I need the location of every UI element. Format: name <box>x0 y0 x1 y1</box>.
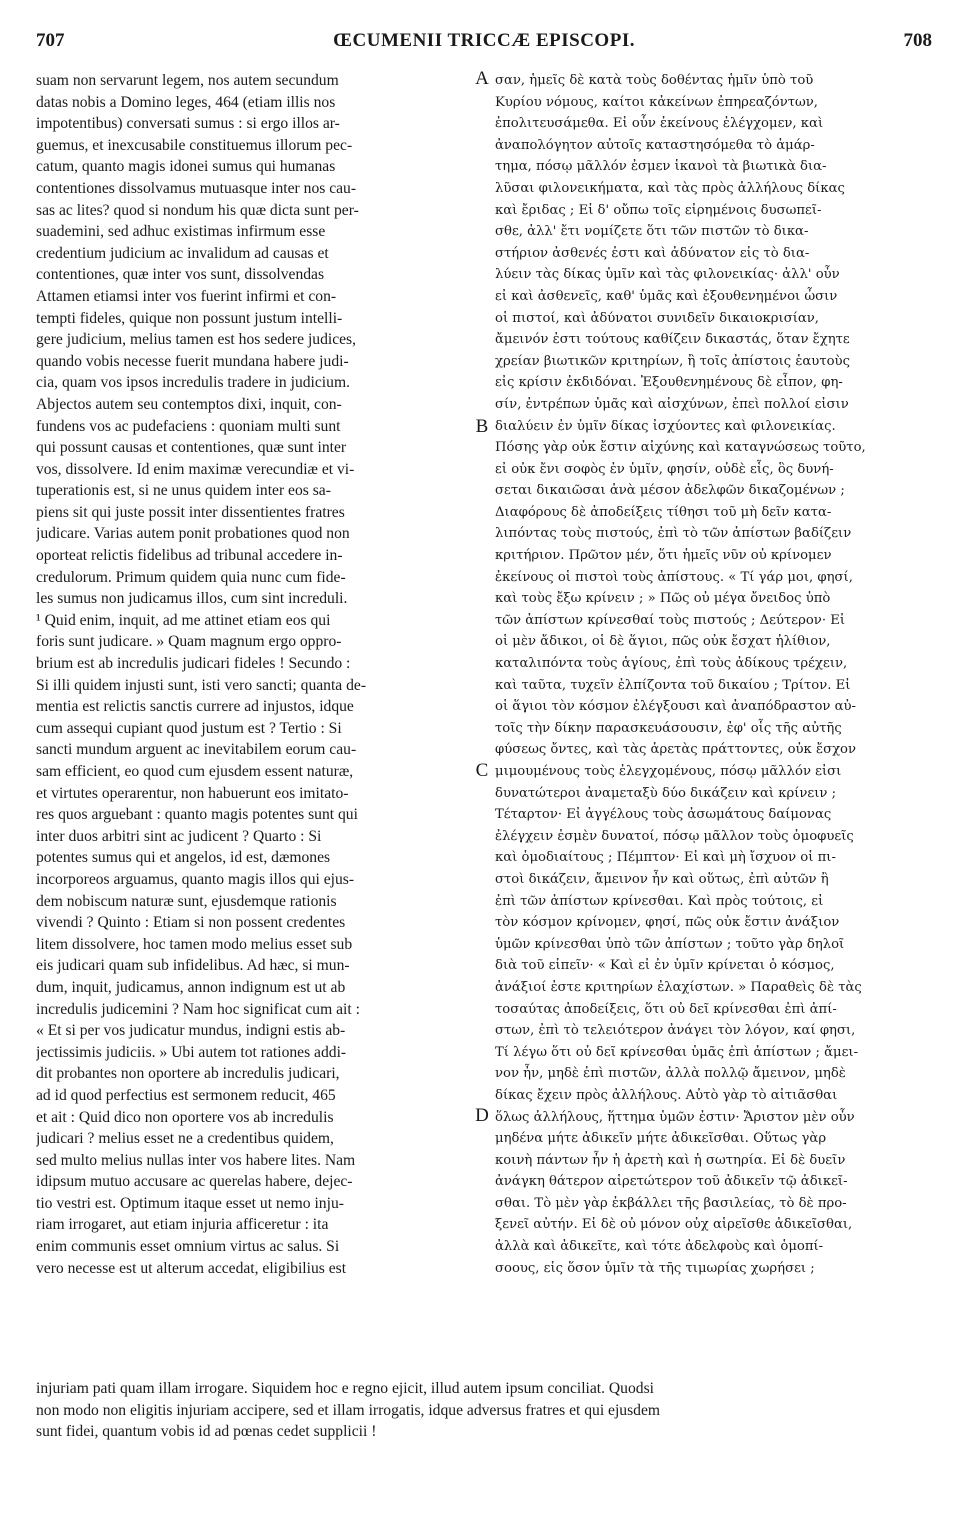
latin-text-line: enim communis esset omnium virtus ac salus. Si <box>36 1238 340 1256</box>
greek-text-line: Πόσης γὰρ οὐκ ἔστιν αἰχύνης καὶ καταγνώσεως τοῦτο, <box>495 440 866 456</box>
latin-text-line: judicari ? melius esset ne a credentibus quidem, <box>36 1130 334 1148</box>
latin-text-line: Si illi quidem injusti sunt, isti vero sancti; quanta de- <box>36 676 367 694</box>
greek-text-line: τῶν ἀπίστων κρίνεσθαί τοὺς πιστούς ; Δεύτερον· Εἰ <box>495 612 846 628</box>
latin-text-line: contentiones, quæ inter vos sunt, dissolvendas <box>36 266 325 284</box>
greek-text-line: ἀλλὰ καὶ ἀδικεῖτε, καὶ τότε ἀδελφοὺς καὶ ὁμοπί- <box>495 1239 824 1255</box>
latin-text-line: vero necesse est ut alterum accedat, eligibilius est <box>36 1259 347 1277</box>
greek-text-line: τοῖς τὴν δίκην παρασκευάσουσιν, ἐφ' οἷς τῆς αὐτῆς <box>495 720 842 736</box>
greek-text-line: Διαφόρους δὲ ἀποδείξεις τίθησι τοῦ μὴ δεῖν κατα- <box>495 504 832 520</box>
latin-text-line: incredulis judicemini ? Nam hoc significat cum ait : <box>36 1000 360 1018</box>
greek-text-line: διὰ τοῦ εἰπεῖν· « Καὶ εἰ ἐν ὑμῖν κρίνεται ὁ κόσμος, <box>495 958 835 974</box>
latin-text-line: les sumus non judicamus illos, cum sint increduli. <box>36 590 348 608</box>
greek-text-line: εἰς κρίσιν ἐκδιδόναι. Ἐξουθενημένους δὲ εἶπον, φη- <box>495 375 843 391</box>
greek-text-line: στοὶ δικάζειν, ἄμεινον ἦν καὶ οὕτως, ἐπὶ αὐτῶν ἢ <box>495 871 829 887</box>
greek-text-line: ὅλως ἀλλήλους, ἥττημα ὑμῶν ἐστιν· Ἄριστον μὲν οὖν <box>495 1109 855 1125</box>
latin-text-line: et virtutes operarentur, non habuerunt eos imitato- <box>36 784 349 802</box>
full-width-paragraph <box>36 1378 932 1443</box>
latin-text-line: « Et si per vos judicatur mundus, indigni estis ab- <box>36 1022 346 1040</box>
greek-text-line: ἐπολιτευσάμεθα. Εἰ οὖν ἐκείνους ἐλέγχομεν, καὶ <box>495 116 824 132</box>
latin-text-line: res quos arguebant : quanto magis potentes sunt qui <box>36 806 358 824</box>
latin-text-line: dum, inquit, judicamus, annon indignum est ut ab <box>36 978 346 996</box>
latin-text-line: Abjectos autem seu contemptos dixi, inquit, con- <box>36 395 342 413</box>
latin-text-line: oporteat relictis fidelibus ad tribunal accedere in- <box>36 547 343 565</box>
latin-text-line: mentia est relictis sanctis currere ad injustos, idque <box>36 698 354 716</box>
latin-text-line: sed multo melius nullas inter vos habere lites. Nam <box>36 1151 356 1169</box>
greek-text-line: ἐκείνους οἱ πιστοὶ τοὺς ἀπίστους. « Τί γάρ μοι, φησί, <box>495 569 853 585</box>
latin-text-line: sancti mundum arguent ac inevitabilem eorum cau- <box>36 741 357 759</box>
greek-text-line: τὸν κόσμον κρίνομεν, φησί, πῶς οὐκ ἔστιν ἀνάξιον <box>495 915 840 931</box>
latin-text-line: incorporeos arguamus, quanto magis illos qui ejus- <box>36 870 355 888</box>
greek-text-line: λῦσαι φιλονεικήματα, καὶ τὰς πρὸς ἀλλήλους δίκας <box>495 180 845 196</box>
latin-text-line: tuperationis est, si ne unus quidem inter eos sa- <box>36 482 331 500</box>
latin-text-line: sas ac lites? quod si nondum his quæ dicta sunt per- <box>36 201 359 219</box>
page-number-right: 708 <box>903 30 932 51</box>
latin-text-line: guemus, et inexcusabile constituemus illorum pec- <box>36 136 353 154</box>
latin-text-line: cum assequi cupiant quod justum est ? Tertio : Si <box>36 719 342 737</box>
greek-text-line: τημα, πόσῳ μᾶλλόν ἐσμεν ἱκανοὶ τὰ βιωτικὰ δια- <box>495 159 827 175</box>
greek-text-line: Κυρίου νόμους, καίτοι κἀκείνων ἐπηρεαζόντων, <box>495 94 818 110</box>
greek-text-line: Τί λέγω ὅτι οὐ δεῖ κρίνεσθαι ὑμᾶς ἐπὶ ἀπίστων ; ἄμει- <box>495 1044 859 1060</box>
latin-text-line: potentes sumus qui et angelos, id est, dæmones <box>36 849 331 867</box>
greek-text-line: οἱ ἅγιοι τὸν κόσμον ἐλέγξουσι καὶ ἀναπόδραστον αὐ- <box>495 699 857 715</box>
greek-text-line: σαν, ἡμεῖς δὲ κατὰ τοὺς δοθέντας ἡμῖν ὑπὸ τοῦ <box>495 73 814 88</box>
latin-text-line: tempti fideles, quique non possunt justum intelli- <box>36 309 343 327</box>
running-title: ŒCUMENII TRICCÆ EPISCOPI. <box>333 30 635 51</box>
latin-text-line: eis judicari quam sub infidelibus. Ad hæc, si mun- <box>36 957 350 975</box>
greek-text-line: σοους, εἰς ὅσον ὑμῖν τὰ τῆς τιμωρίας χωρήσει ; <box>495 1260 815 1276</box>
latin-text-line: litem dissolvere, hoc tamen modo melius esset sub <box>36 935 353 953</box>
greek-text-line: οἱ πιστοί, καὶ ἀδύνατοι συνιδεῖν δικαιοκρισίαν, <box>495 310 820 326</box>
latin-text-line: brium est ab incredulis judicari fideles ! Secundo : <box>36 655 351 673</box>
greek-text-line: φύσεως ὄντες, καὶ τὰς ἀρετὰς πράττοντες, οὐκ ἔσχον <box>495 742 857 758</box>
greek-text-line: ὑμῶν κρίνεσθαι ὑπὸ τῶν ἀπίστων ; τοῦτο γὰρ δηλοῖ <box>495 936 845 952</box>
greek-text-line: ἀνάγκη θάτερον αἱρετώτερον τοῦ ἀδικεῖν τῷ ἀδικεῖ- <box>495 1174 848 1190</box>
section-marker-b: B <box>475 416 489 437</box>
latin-text-line: vos, dissolvere. Id enim maximæ verecundiæ et vi- <box>36 460 355 478</box>
latin-text-line: dit probantes non oportere ab incredulis judicari, <box>36 1065 340 1083</box>
greek-text-line: μηδένα μήτε ἀδικεῖν μήτε ἀδικεῖσθαι. Οὕτως γὰρ <box>495 1131 827 1147</box>
latin-text-line: suademini, sed adhuc existimas infirmum esse <box>36 223 326 241</box>
greek-text-line: νον ἦν, μηδὲ ἐπὶ πιστῶν, ἀλλὰ πολλῷ ἄμεινον, μηδὲ <box>495 1066 846 1082</box>
greek-column <box>495 70 932 1376</box>
latin-text-line: riam irrogaret, aut etiam injuria afficeretur : ita <box>36 1216 329 1234</box>
latin-text-line: contentiones dissolvamus mutuasque inter nos cau- <box>36 179 357 197</box>
greek-text-line: καὶ ταῦτα, τυχεῖν ἐλπίζοντα τοῦ δικαίου ; Τρίτον. Εἰ <box>495 677 851 693</box>
text-line: non modo non eligitis injuriam accipere, sed et illam irrogatis, idque adversus fratres et qui ejusdem <box>36 1401 661 1419</box>
greek-text-line: τοσαύτας ἀποδείξεις, ὅτι οὐ δεῖ κρίνεσθαι ἐπὶ ἀπί- <box>495 1001 837 1017</box>
greek-text-line: λιπόντας τοὺς πιστούς, ἐπὶ τὸ τῶν ἀπίστων βαδίζειν <box>495 526 852 542</box>
latin-text-line: credentium judicium ac invalidum ad causas et <box>36 244 329 262</box>
latin-text-line: ad id quod perfectius est sermonem reducit, 465 <box>36 1086 336 1104</box>
latin-text-line: gere judicium, melius tamen est hos sedere judices, <box>36 331 357 349</box>
greek-text-line: κοινὴ πάντων ἦν ἡ ἀρετὴ καὶ ἡ σωτηρία. Εἰ δὲ δυεῖν <box>495 1152 846 1168</box>
latin-column <box>36 70 470 1376</box>
latin-text-line: piens sit qui juste possit inter dissentientes fratres <box>36 503 345 521</box>
section-markers <box>471 70 493 1376</box>
section-marker-a: A <box>475 68 489 89</box>
greek-text-line: κριτήριον. Πρῶτον μέν, ὅτι ἡμεῖς νῦν οὐ κρίνομεν <box>495 548 832 564</box>
latin-text-line: datas nobis a Domino leges, 464 (etiam illis nos <box>36 93 336 111</box>
latin-text-line: inter duos arbitri sint ac judicent ? Quarto : Si <box>36 827 322 845</box>
greek-text-line: ἐπὶ τῶν ἀπίστων κρίνεσθαι. Καὶ πρὸς τούτοις, εἰ <box>495 893 824 909</box>
greek-text-line: οἱ μὲν ἄδικοι, οἱ δὲ ἅγιοι, πῶς οὐκ ἔσχατ ἠλίθιον, <box>495 634 831 650</box>
latin-text-line: foris sunt judicare. » Quam magnum ergo oppro- <box>36 633 342 651</box>
latin-text-line: vivendi ? Quinto : Etiam si non possent credentes <box>36 914 346 932</box>
greek-text-line: σθαι. Τὸ μὲν γὰρ ἐκβάλλει τῆς βασιλείας, τὸ δὲ προ- <box>495 1195 847 1211</box>
greek-text-line: σθε, ἀλλ' ἔτι νομίζετε ὅτι τῶν πιστῶν τὸ δικα- <box>495 224 809 240</box>
latin-text-line: fundens vos ac pudefaciens : quoniam multi sunt <box>36 417 341 435</box>
latin-text-line: impotentibus) conversati sumus : si ergo illos ar- <box>36 115 340 133</box>
latin-text-line: dem nobiscum naturæ sunt, ejusdemque rationis <box>36 892 337 910</box>
greek-text-line: δίκας ἔχειν πρὸς ἀλλήλους. Αὐτὸ γὰρ τὸ αἰτιᾶσθαι <box>495 1087 838 1103</box>
latin-text-line: credulorum. Primum quidem quia nunc cum fide- <box>36 568 346 586</box>
greek-text-line: ἀναπολόγητον αὐτοῖς καταστησόμεθα τὸ ἁμάρ- <box>495 137 815 153</box>
greek-text-line: εἰ οὐκ ἔνι σοφὸς ἐν ὑμῖν, φησίν, οὐδὲ εἷς, ὃς δυνή- <box>495 461 834 477</box>
greek-text-line: διαλύειν ἐν ὑμῖν δίκας ἰσχύοντες καὶ φιλονεικίας. <box>495 418 836 434</box>
greek-text-line: στήριον ἀσθενές ἐστι καὶ ἀδύνατον εἰς τὸ δια- <box>495 245 810 261</box>
section-marker-d: D <box>475 1105 489 1126</box>
latin-text-line: cia, quam vos ipsos incredulis tradere in judicium. <box>36 374 350 392</box>
latin-text-line: qui possunt causas et contentiones, quæ sunt inter <box>36 439 347 457</box>
greek-text-line: σεται δικαιῶσαι ἀνὰ μέσον ἀδελφῶν δικαζομένων ; <box>495 483 845 499</box>
text-line: sunt fidei, quantum vobis id ad pœnas cedet supplicii ! <box>36 1423 377 1441</box>
greek-text-line: σίν, ἐντρέπων ὑμᾶς καὶ αἰσχύνων, ἐπεὶ πολλοί εἰσιν <box>495 396 849 412</box>
latin-text-line: sam efficient, eo quod cum ejusdem essent naturæ, <box>36 763 354 780</box>
latin-text-line: Attamen etiamsi inter vos fuerint infirmi et con- <box>36 287 337 305</box>
greek-text-line: καὶ ἔριδας ; Εἰ δ' οὔπω τοῖς εἰρημένοις δυσωπεῖ- <box>495 202 822 218</box>
greek-text-line: δυνατώτεροι ἀναμεταξὺ δύο δικάζειν καὶ κρίνειν ; <box>495 785 837 801</box>
greek-text-line: στων, ἐπὶ τὸ τελειότερον ἀνάγει τὸν λόγον, καί φησι, <box>495 1023 856 1039</box>
greek-text-line: Τέταρτον· Εἰ ἀγγέλους τοὺς ἀσωμάτους δαίμονας <box>495 807 832 823</box>
latin-text-line: quando vobis necesse fuerit mundana habere judi- <box>36 352 349 370</box>
latin-text-line: et ait : Quid dico non oportere vos ab incredulis <box>36 1108 334 1126</box>
greek-text-line: καὶ τοὺς ἔξω κρίνειν ; » Πῶς οὐ μέγα ὄνειδος ὑπὸ <box>495 591 831 607</box>
greek-text-line: μιμουμένους τοὺς ἐλεγχομένους, πόσῳ μᾶλλόν εἰσι <box>495 764 842 779</box>
greek-text-line: καταλιπόντα τοὺς ἁγίους, ἐπὶ τοὺς ἀδίκους τρέχειν, <box>495 656 848 672</box>
greek-text-line: ἀνάξιοί ἐστε κριτηρίων ἐλαχίστων. » Παραθεὶς δὲ τὰς <box>495 979 862 995</box>
text-line: injuriam pati quam illam irrogare. Siquidem hoc e regno ejicit, illud autem ipsum conciliat. Quodsi <box>36 1380 654 1397</box>
latin-text-line: catum, quanto magis idonei sumus qui humanas <box>36 158 336 176</box>
section-marker-c: C <box>475 760 489 781</box>
greek-text-line: ξενεῖ αὐτήν. Εἰ δὲ οὐ μόνον οὐχ αἱρεῖσθε ἀδικεῖσθαι, <box>495 1217 853 1233</box>
page-header <box>36 30 932 60</box>
latin-text-line: suam non servarunt legem, nos autem secundum <box>36 72 339 89</box>
latin-text-line: jectissimis judiciis. » Ubi autem tot rationes addi- <box>36 1043 347 1061</box>
latin-text-line: idipsum mutuo accusare ac querelas habere, dejec- <box>36 1173 353 1191</box>
greek-text-line: ἄμεινόν ἐστι τούτους καθίζειν δικαστάς, ὅταν ἔχητε <box>495 332 850 348</box>
greek-text-line: εἰ καὶ ἀσθενεῖς, καθ' ὑμᾶς καὶ ἐξουθενημένοι ὦσιν <box>495 288 838 304</box>
latin-text-line: ¹ Quid enim, inquit, ad me attinet etiam eos qui <box>36 611 331 629</box>
latin-text-line: tio vestri est. Optimum itaque esset ut nemo inju- <box>36 1194 344 1212</box>
greek-text-line: λύειν τὰς δίκας ὑμῖν καὶ τὰς φιλονεικίας· ἀλλ' οὖν <box>495 267 840 283</box>
page-number-left: 707 <box>36 30 65 51</box>
greek-text-line: ἐλέγχειν ἐσμὲν δυνατοί, πόσῳ μᾶλλον τοὺς ὁμοφυεῖς <box>495 828 854 844</box>
greek-text-line: καὶ ὁμοδιαίτους ; Πέμπτον· Εἰ καὶ μὴ ἴσχυον οἱ πι- <box>495 850 836 866</box>
greek-text-line: χρείαν βιωτικῶν κριτηρίων, ἢ τοῖς ἀπίστοις ἑαυτοὺς <box>495 353 850 369</box>
latin-text-line: judicare. Varias autem ponit probationes quod non <box>36 525 350 543</box>
